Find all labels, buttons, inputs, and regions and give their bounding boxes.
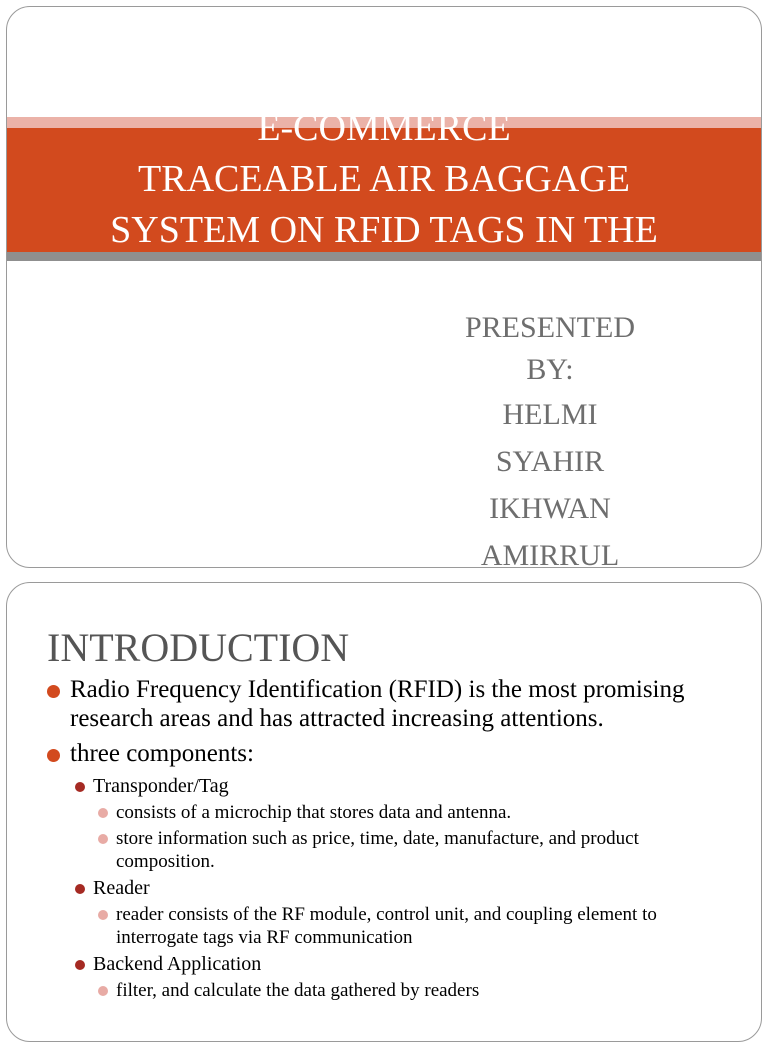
bullet-text: Radio Frequency Identification (RFID) is the most promising research areas and has attracted increasing attentions. [70,676,685,732]
bullet-list [47,675,737,1005]
slide-heading: INTRODUCTION [47,625,350,670]
presented-by-label: BY: [526,353,574,386]
sub-bullet-text: Transponder/Tag [93,775,229,797]
bullet-dot-icon [47,685,60,698]
title-line: TRACEABLE AIR BAGGAGE [138,158,630,200]
sub-bullet-dot-icon [75,960,85,970]
title-line: SYSTEM ON RFID TAGS IN THE [110,209,658,251]
presenter-name: SYAHIR [495,445,605,478]
bullet-item [47,739,737,768]
presenter-name: HELMI [502,398,598,431]
sub-sub-bullet-text: store information such as price, time, date, manufacture, and product composition. [116,828,639,872]
sub-bullet-item [75,952,737,977]
title-slide [6,6,762,568]
bullet-item [47,675,737,733]
sub-sub-bullet-text: reader consists of the RF module, control unit, and coupling element to interrogate tags via RF communication [116,904,657,948]
sub-bullet-text: Backend Application [93,953,262,975]
introduction-slide [6,582,762,1042]
sub-sub-bullet-item [98,903,737,949]
sub-sub-bullet-dot-icon [98,808,108,818]
sub-bullet-dot-icon [75,782,85,792]
presenter-name: AMIRRUL [480,539,620,568]
sub-bullet-item [75,774,737,799]
sub-bullet-text: Reader [93,877,150,899]
title-line: AIRPORT [303,260,465,302]
sub-bullet-dot-icon [75,884,85,894]
presenter-name: IKHWAN [489,492,611,525]
presenters-block [427,307,673,568]
bullet-dot-icon [47,749,60,762]
sub-sub-bullet-text: consists of a microchip that stores data and antenna. [116,802,512,823]
sub-sub-bullet-dot-icon [98,986,108,996]
slide-title [7,103,761,302]
sub-sub-bullet-item [98,979,737,1002]
title-line: E-COMMERCE [257,107,511,149]
sub-sub-bullet-dot-icon [98,910,108,920]
presented-by-label: PRESENTED [464,311,635,344]
sub-sub-bullet-dot-icon [98,834,108,844]
sub-sub-bullet-text: filter, and calculate the data gathered by readers [116,980,480,1001]
bullet-text: three components: [70,740,254,767]
sub-sub-bullet-item [98,827,737,873]
sub-bullet-item [75,876,737,901]
sub-sub-bullet-item [98,801,737,824]
